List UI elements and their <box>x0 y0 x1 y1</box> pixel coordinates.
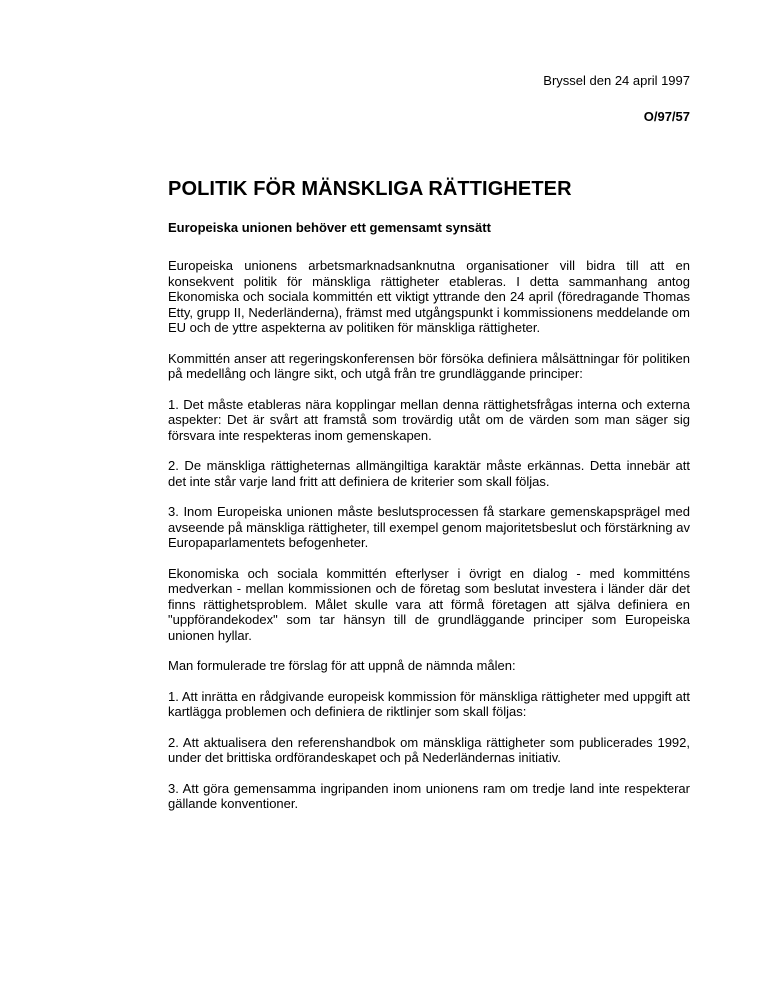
paragraph-proposal-3: 3. Att göra gemensamma ingripanden inom unionens ram om tredje land inte respekterar gällande konventioner. <box>168 780 690 811</box>
paragraph-principle-1: 1. Det måste etableras nära kopplingar mellan denna rättighetsfrågas interna och externa aspekter: Det är svårt att framstå som trovärdig utåt om de värden som man säger sig försvara inte respekteras inom gemenskapen. <box>168 396 690 443</box>
paragraph-principle-3: 3. Inom Europeiska unionen måste beslutsprocessen få starkare gemenskapsprägel med avseende på mänskliga rättigheter, till exempel genom majoritetsbeslut och förstärkning av Europaparlamentets befogenheter. <box>168 504 690 550</box>
paragraph-intro: Europeiska unionens arbetsmarknadsanknutna organisationer vill bidra till att en konsekvent politik för mänskliga rättigheter etableras. I detta sammanhang antog Ekonomiska och sociala kommittén ett viktigt yttrande den 24 april (föredragande Thomas Etty, grupp II, Nederländerna), främst med utgångspunkt i kommissionens meddelande om EU och de yttre aspekterna av politiken för mänskliga rättigheter. <box>168 258 690 335</box>
paragraph-dialogue: Ekonomiska och sociala kommittén efterlyser i övrigt en dialog - med kommitténs medverkan - mellan kommissionen och de företag som beslutat investera i länder där det finns rättighetsproblem. Målet skulle vara att förmå företagen att själva definiera en "uppförandekodex" som tar hänsyn till de grundläggande principer som Europeiska unionen hyllar. <box>168 565 690 643</box>
document-title: POLITIK FÖR MÄNSKLIGA RÄTTIGHETER <box>168 178 572 200</box>
document-body <box>168 258 690 827</box>
paragraph-proposals-intro: Man formulerade tre förslag för att uppnå de nämnda målen: <box>168 658 516 673</box>
document-date: Bryssel den 24 april 1997 <box>543 73 690 88</box>
paragraph-principle-2: 2. De mänskliga rättigheternas allmängiltiga karaktär måste erkännas. Detta innebär att det inte står varje land fritt att definiera de kriterier som skall följas. <box>168 458 690 489</box>
paragraph-proposal-1: 1. Att inrätta en rådgivande europeisk kommission för mänskliga rättigheter med uppgift att kartlägga problemen och definiera de riktlinjer som skall följas: <box>168 688 690 719</box>
paragraph-principles-intro: Kommittén anser att regeringskonferensen bör försöka definiera målsättningar för politiken på medellång och längre sikt, och utgå från tre grundläggande principer: <box>168 350 690 381</box>
paragraph-proposal-2: 2. Att aktualisera den referenshandbok om mänskliga rättigheter som publicerades 1992, under det brittiska ordförandeskapet och på Nederländernas initiativ. <box>168 734 690 765</box>
document-reference: O/97/57 <box>643 109 690 124</box>
document-subtitle: Europeiska unionen behöver ett gemensamt synsätt <box>168 220 491 235</box>
